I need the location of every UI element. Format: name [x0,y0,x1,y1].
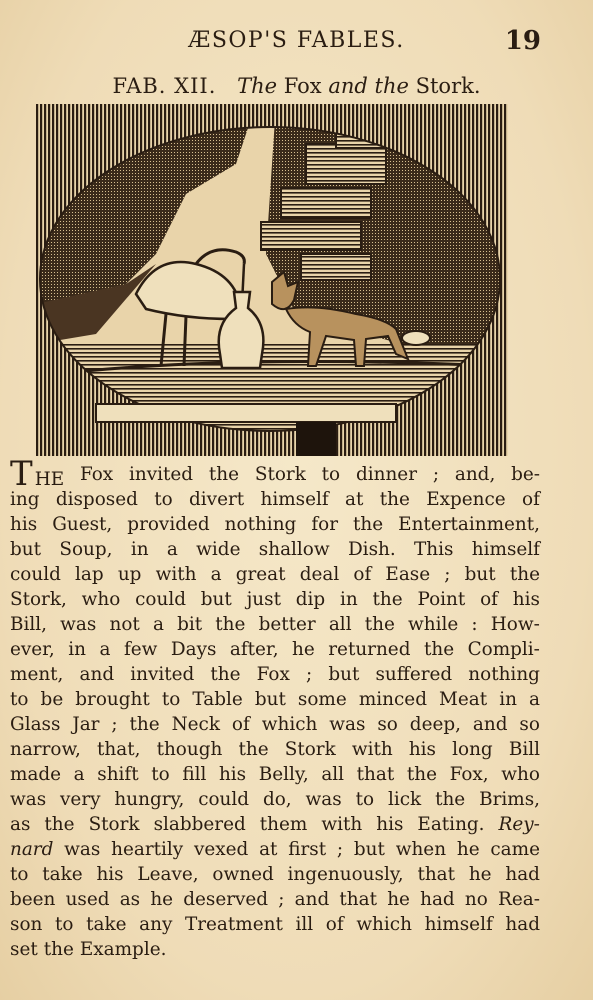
text-word: ; [336,839,344,860]
text-line [10,687,540,712]
text-word: his [10,514,38,535]
text-word: that [356,764,395,785]
text-word: not [109,614,140,635]
running-head [0,26,593,60]
text-line [10,787,540,812]
text-word: Entertainment, [398,514,540,535]
text-word: but [254,689,286,710]
text-word: Bill, [10,614,48,635]
text-word: Stork [88,814,140,835]
text-word: could [135,589,186,610]
text-word: Stork, [10,589,67,610]
text-word: few [123,639,158,660]
text-word: but [200,589,232,610]
text-word: he [150,889,174,910]
text-word: so [519,714,540,735]
text-word: suffered [375,664,453,685]
text-word: slabbered [153,814,246,835]
text-word: with [155,564,197,585]
text-word: take [42,864,83,885]
text-word: nard [10,839,54,860]
text-word: that, [97,739,141,760]
text-word: as [119,889,141,910]
text-word: in [499,689,517,710]
text-word: the [215,614,246,635]
text-word: shift [97,764,139,785]
text-word: of [325,914,344,935]
text-word: as [10,814,31,835]
text-word: owned [212,864,274,885]
text-word: the [423,639,455,660]
text-word: nothing [468,664,540,685]
text-word: though [156,739,223,760]
text-word: wide [196,539,241,560]
text-word: he [292,639,315,660]
fable-title-fox: Fox [283,74,322,98]
text-word: the [364,614,395,635]
text-word: the [44,814,75,835]
text-word: of [353,564,372,585]
text-word: Dish. [347,539,396,560]
text-word: to [55,914,74,935]
running-title: ÆSOP'S FABLES. [188,28,405,53]
fable-number: FAB. XII. [112,74,217,98]
text-word: any [139,914,173,935]
text-word: a [210,564,222,585]
text-word: of [480,589,498,610]
text-word: for [311,514,338,535]
text-word: all [328,614,352,635]
text-word: take [86,914,127,935]
text-line [10,537,540,562]
text-word: in [130,539,149,560]
text-line [10,837,540,862]
text-word: some [297,689,347,710]
text-word: vexed [193,839,249,860]
fable-title-stork: Stork. [415,74,481,98]
text-word: been [10,889,56,910]
text-line [10,587,540,612]
text-word: Stork [254,464,306,485]
text-word: dinner [355,464,417,485]
text-word: at [259,839,278,860]
text-word: set [10,939,38,960]
text-line [10,887,540,912]
text-word: dip [295,589,326,610]
text-word: and [294,889,330,910]
text-word: himself [424,914,493,935]
text-word: himself [471,539,540,560]
text-word: no [464,889,488,910]
text-word: Days [170,639,217,660]
text-word: Rey- [498,814,540,835]
text-word: be [40,689,64,710]
text-word: while [408,614,459,635]
text-word: but [10,539,42,560]
text-word: the [129,714,160,735]
text-word: in [340,589,358,610]
text-word: the [208,464,240,485]
text-word: the [435,789,466,810]
text-word: of [231,714,250,735]
text-word: the [509,564,540,585]
text-word: that [339,889,378,910]
text-word: Ease [385,564,431,585]
text-word: just [246,589,281,610]
page-number: 19 [504,26,541,56]
text-word: he [387,889,410,910]
text-word: invited [130,664,195,685]
text-word: HE [34,469,65,490]
text-word: Eating. [417,814,485,835]
text-word: deserved [183,889,269,910]
text-word: ing [10,489,40,510]
text-word: first [288,839,327,860]
text-word: of [522,489,540,510]
text-word: but [328,664,360,685]
text-word: made [10,764,62,785]
text-word: ment, [10,664,64,685]
text-word: to [355,789,375,810]
text-word: Fox, [449,764,489,785]
text-word: Fox [256,664,290,685]
fable-text [10,454,540,962]
text-word: and [472,714,508,735]
text-word: Neck [171,714,220,735]
text-word: bit [177,614,203,635]
text-word: he [468,864,492,885]
text-word: with [351,739,393,760]
text-word: his [96,864,124,885]
text-word: all [321,764,345,785]
text-line [10,487,540,512]
text-word: lap [75,564,104,585]
text-word: : [471,614,478,635]
text-line [10,762,540,787]
woodcut-fox-and-stork-image [36,104,508,456]
text-word: Example. [79,939,167,960]
fable-title-the: the [374,74,409,98]
text-word: was [10,789,47,810]
text-word: them [259,814,308,835]
text-word: his [218,764,247,785]
text-word: came [490,839,540,860]
text-word: who [501,764,540,785]
text-word: to [154,489,173,510]
text-word: a [166,539,178,560]
text-word: very [60,789,101,810]
text-word: so [377,714,398,735]
text-word: be- [511,464,540,485]
text-word: but [464,564,496,585]
text-line [10,637,540,662]
text-word: in [68,639,86,660]
fable-heading [0,74,593,98]
text-word: a [99,639,111,660]
text-word: was [329,714,366,735]
text-word: deal [299,564,340,585]
text-line [10,737,540,762]
text-word: and, [454,464,496,485]
text-word: minced [358,689,427,710]
text-word: How- [490,614,540,635]
text-word: invited [129,464,194,485]
text-word: had [420,889,455,910]
text-line [10,562,540,587]
fable-title-article: The [237,74,278,98]
text-word: brought [75,689,150,710]
text-word: ; [278,889,285,910]
text-word: could [10,564,61,585]
text-word: great [235,564,286,585]
text-word: Leave, [137,864,199,885]
text-word: he [456,839,480,860]
text-word: the [210,664,241,685]
text-word: Meat [439,689,488,710]
text-word: was [60,614,97,635]
text-word: ill [295,914,314,935]
text-word: Jar [72,714,100,735]
text-word: a [73,764,85,785]
text-word: to [151,764,170,785]
text-word: Fox [79,464,114,485]
text-word: Table [192,689,243,710]
text-line [10,612,540,637]
text-word: Expence [426,489,506,510]
text-word: long [452,739,493,760]
text-word: son [10,914,43,935]
text-word: provided [127,514,210,535]
drop-cap: T [10,454,33,494]
text-word: Guest, [52,514,113,535]
text-word: Brims, [479,789,540,810]
text-word: Stork [284,739,336,760]
text-word: himself [260,489,329,510]
text-word: the [43,939,74,960]
text-word: at [345,489,364,510]
fable-title-and: and [328,74,368,98]
text-word: ; [444,564,451,585]
text-word: Rea- [498,889,540,910]
text-word: that [417,864,456,885]
text-word: fill [182,764,207,785]
text-word: his [512,589,540,610]
text-word: who [81,589,121,610]
text-word: which [356,914,412,935]
text-word: This [414,539,454,560]
text-word: deep, [409,714,461,735]
text-word: the [406,764,437,785]
text-word: used [65,889,110,910]
text-word: divert [189,489,245,510]
text-word: after, [229,639,279,660]
text-word: narrow, [10,739,81,760]
text-word: nothing [224,514,297,535]
text-word: Compli- [467,639,540,660]
text-word: shallow [258,539,330,560]
text-word: up [117,564,142,585]
text-word: but [353,839,385,860]
text-word: do, [262,789,292,810]
text-word: to [161,689,181,710]
text-word: ; [306,664,313,685]
text-word: could [198,789,250,810]
text-word: a [529,689,540,710]
text-line [10,712,540,737]
text-word: the [372,589,403,610]
text-word: ingenuously, [287,864,404,885]
text-word: had [505,914,540,935]
text-line [10,812,540,837]
text-word: and [79,664,115,685]
text-word: Soup, [59,539,113,560]
text-line [10,662,540,687]
text-word: Point [417,589,466,610]
text-word: Glass [10,714,61,735]
text-word: ; [432,464,440,485]
text-word: the [238,739,269,760]
text-word: ever, [10,639,55,660]
text-word: lick [387,789,422,810]
text-line [10,912,540,937]
text-word: with [321,814,363,835]
text-word: the [379,489,410,510]
text-word: disposed [55,489,138,510]
text-word: better [258,614,316,635]
text-word: the [353,514,384,535]
text-word: his [408,739,436,760]
text-word: returned [328,639,411,660]
text-word: Belly, [258,764,309,785]
text-word: was [64,839,101,860]
text-line [10,512,540,537]
text-word: a [152,614,164,635]
text-word: which [261,714,318,735]
woodcut-illustration [36,104,508,456]
text-line [10,454,540,494]
text-word: Treatment [184,914,283,935]
text-word: ; [111,714,118,735]
text-word: had [505,864,540,885]
text-word: heartily [111,839,184,860]
text-word: Bill [508,739,540,760]
text-word: when [395,839,447,860]
text-word: to [321,464,341,485]
first-word [10,454,65,494]
text-word: his [376,814,404,835]
text-line [10,862,540,887]
text-word: was [305,789,342,810]
text-word: to [10,864,29,885]
text-line [10,937,540,962]
text-word: hungry, [114,789,185,810]
text-word: to [10,689,29,710]
